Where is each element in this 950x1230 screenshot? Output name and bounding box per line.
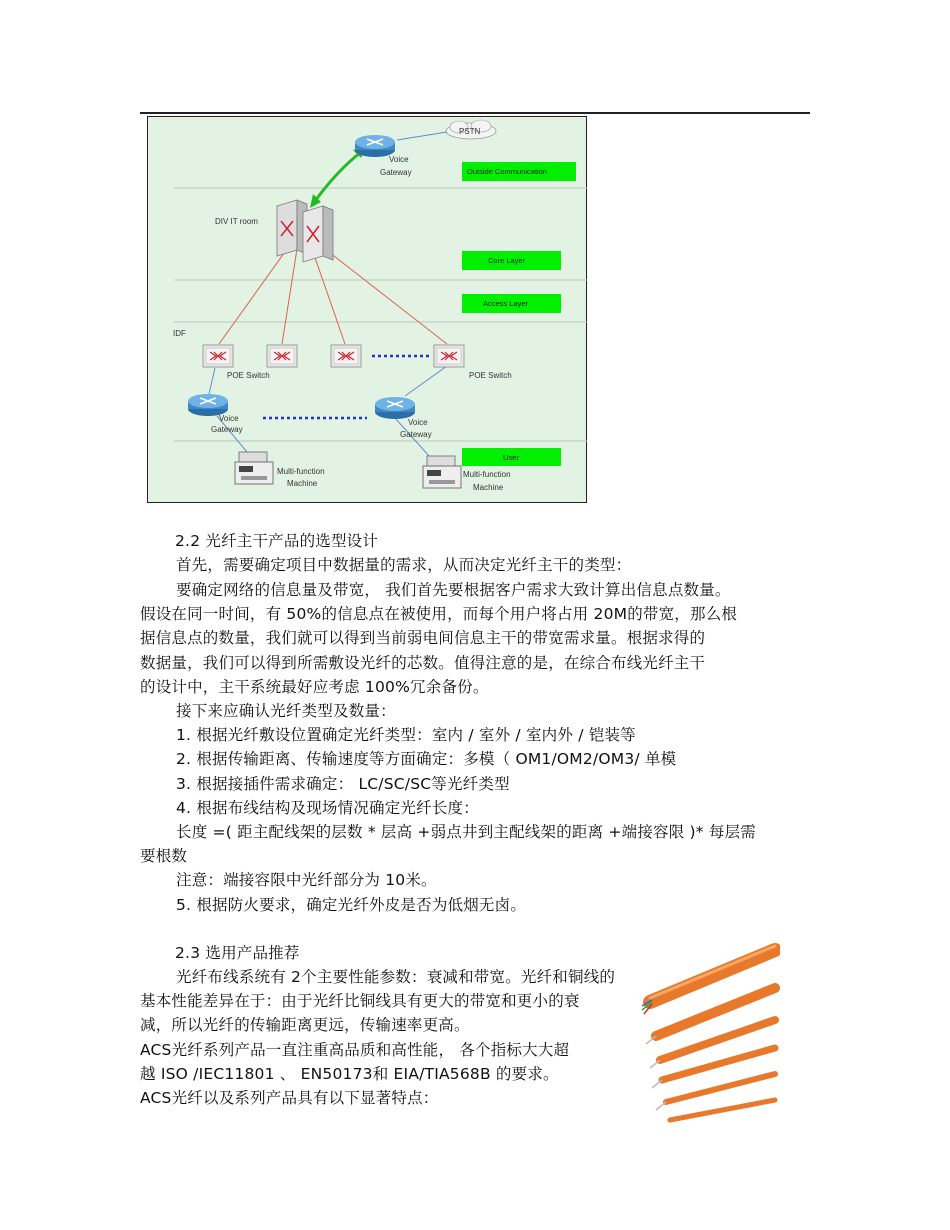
outside-communication-label: Outside Communication — [467, 167, 548, 176]
header-rule — [140, 112, 810, 114]
section-heading-2-3: 2.3 选用产品推荐 — [175, 944, 300, 962]
access-layer-label: Access Layer — [483, 299, 529, 308]
mfm-left-label-2: Machine — [287, 479, 318, 488]
voice-gateway-left-label-1: Voice — [219, 414, 239, 423]
voice-gateway-right-label-2: Gateway — [400, 430, 432, 439]
idf-label: IDF — [173, 329, 186, 338]
poe-switch-left-label: POE Switch — [227, 371, 270, 380]
paragraph-line: 要确定网络的信息量及带宽， 我们首先要根据客户需求大致计算出信息点数量。 — [176, 581, 731, 599]
div-it-room-label: DIV IT room — [215, 217, 258, 226]
voice-gateway-top-label-2: Gateway — [380, 168, 412, 177]
voice-gateway-top-icon — [355, 135, 395, 157]
voice-gateway-top-label-1: Voice — [389, 155, 409, 164]
paragraph-line: 基本性能差异在于：由于光纤比铜线具有更大的带宽和更小的衰 — [140, 992, 580, 1010]
core-switch-icon — [277, 200, 333, 262]
mfm-right-label-1: Multi-function — [463, 470, 511, 479]
paragraph-line: 数据量，我们可以得到所需敷设光纤的芯数。值得注意的是，在综合布线光纤主干 — [140, 654, 706, 672]
formula-line: 长度 =( 距主配线架的层数 * 层高 +弱点井到主配线架的距离 +端接容限 )* 每层需 — [176, 823, 756, 841]
paragraph-line: 的设计中，主干系统最好应考虑 100%冗余备份。 — [140, 678, 489, 696]
voice-gateway-left-icon — [188, 394, 228, 416]
poe-switch-icon — [434, 345, 464, 367]
mfm-right-label-2: Machine — [473, 483, 504, 492]
paragraph-line: 据信息点的数量，我们就可以得到当前弱电间信息主干的带宽需求量。根据求得的 — [140, 629, 706, 647]
core-layer-label: Core Layer — [488, 256, 526, 265]
paragraph-line: 减，所以光纤的传输距离更远，传输速率更高。 — [140, 1016, 470, 1034]
network-diagram — [147, 116, 587, 503]
note-line: 注意：端接容限中光纤部分为 10米。 — [176, 871, 437, 889]
poe-switch-icon — [203, 345, 233, 367]
printer-icon — [423, 456, 461, 488]
voice-gateway-right-icon — [375, 397, 415, 419]
paragraph-line: 首先，需要确定项目中数据量的需求，从而决定光纤主干的类型： — [176, 556, 632, 574]
paragraph-line: 接下来应确认光纤类型及数量： — [176, 702, 396, 720]
poe-switch-right-label: POE Switch — [469, 371, 512, 380]
paragraph-line: ACS光纤系列产品一直注重高品质和高性能， 各个指标大大超 — [140, 1041, 570, 1059]
list-item: 4. 根据布线结构及现场情况确定光纤长度： — [176, 799, 479, 817]
user-label: User — [503, 453, 519, 462]
list-item: 2. 根据传输距离、传输速度等方面确定：多模（ OM1/OM2/OM3/ 单模 — [176, 750, 677, 768]
formula-line: 要根数 — [140, 847, 188, 865]
list-item: 1. 根据光纤敷设位置确定光纤类型：室内 / 室外 / 室内外 / 铠装等 — [176, 726, 636, 744]
fiber-cable-image — [640, 940, 780, 1130]
paragraph-line: 光纤布线系统有 2个主要性能参数：衰减和带宽。光纤和铜线的 — [176, 968, 616, 986]
paragraph-line: 越 ISO /IEC11801 、 EN50173和 EIA/TIA568B 的要求。 — [140, 1065, 559, 1083]
mfm-left-label-1: Multi-function — [277, 467, 325, 476]
poe-switch-icon — [267, 345, 297, 367]
pstn-label: PSTN — [459, 127, 481, 136]
voice-gateway-left-label-2: Gateway — [211, 425, 243, 434]
section-heading-2-2: 2.2 光纤主干产品的选型设计 — [175, 532, 379, 550]
poe-switch-icon — [331, 345, 361, 367]
list-item: 5. 根据防火要求，确定光纤外皮是否为低烟无卤。 — [176, 896, 527, 914]
printer-icon — [235, 452, 273, 484]
paragraph-line: ACS光纤以及系列产品具有以下显著特点： — [140, 1089, 439, 1107]
list-item: 3. 根据接插件需求确定： LC/SC/SC等光纤类型 — [176, 775, 510, 793]
voice-gateway-right-label-1: Voice — [408, 418, 428, 427]
paragraph-line: 假设在同一时间，有 50%的信息点在被使用，而每个用户将占用 20M的带宽，那么根 — [140, 605, 738, 623]
